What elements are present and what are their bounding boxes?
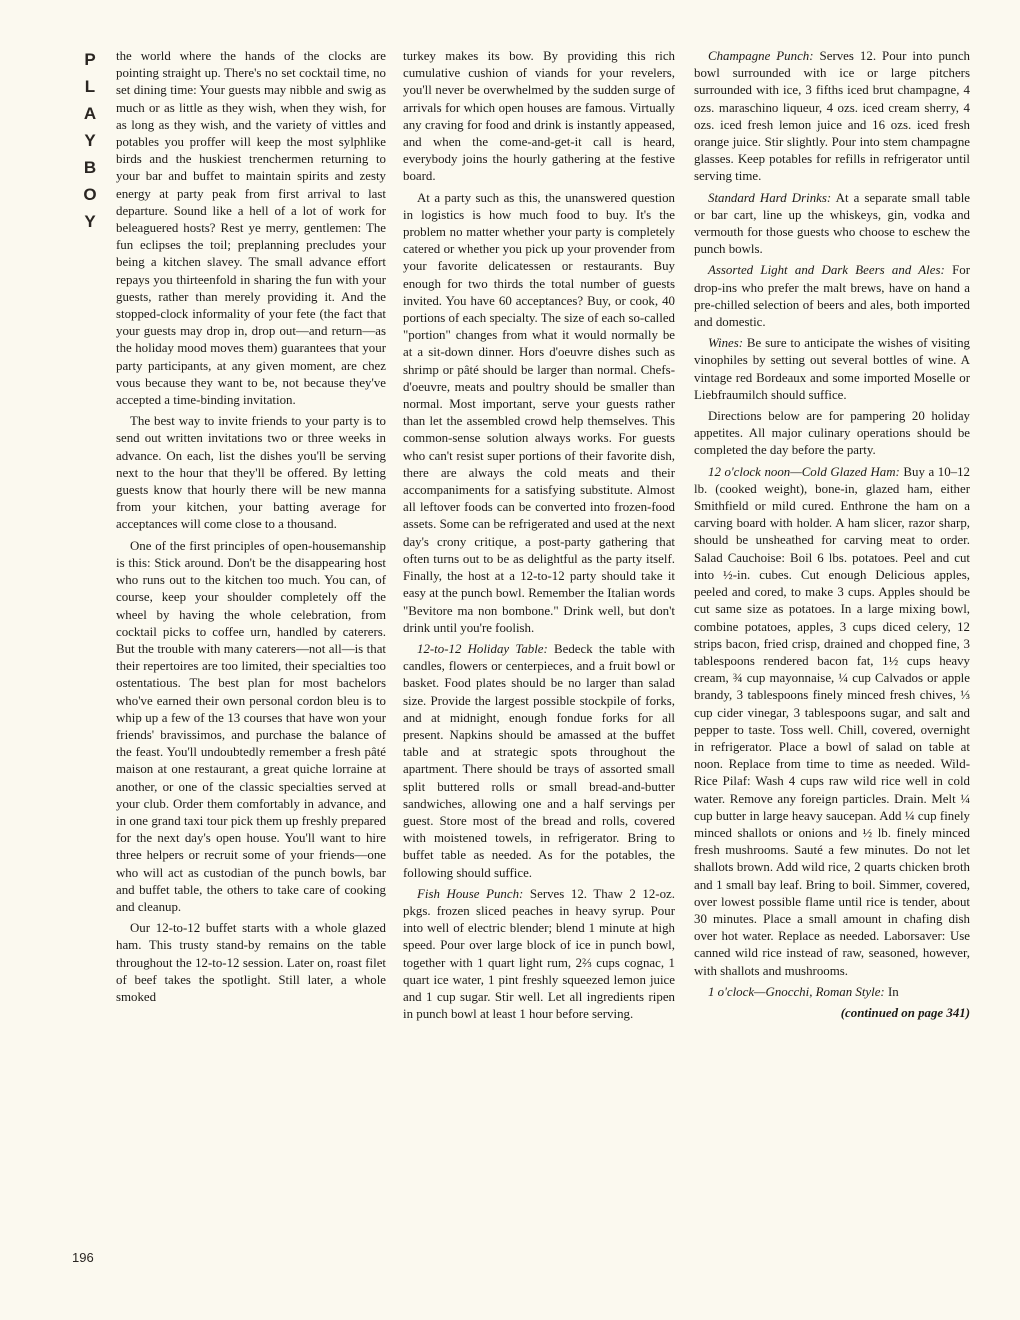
- paragraph: [694, 335, 970, 404]
- paragraph-text: Bedeck the table with candles, flowers or centerpieces, and a fruit bowl or basket. Food plates should be no larger than salad size. Provide the largest possible stockpile of forks, and at midnight, enough fondue forks for all present. Napkins should be amassed at the buffet table and at strategic spots throughout the apartment. There should be trays of assorted small split buttered rolls or small bread-and-butter sandwiches, allowing one and a half servings per guest. Store most of the bread and rolls, covered with moistened towels, in refrigerator. Bring to buffet table as needed. As for the potables, the following should suffice.: [403, 641, 675, 880]
- paragraph-text: At a party such as this, the unanswered question in logistics is how much food to buy. It's the problem no matter whether your party is completely catered or whether you pick up your provender from your favorite delicatessen or restaurants. Buy enough for two thirds the total number of guests invited. You have 60 acceptances? Buy, or cook, 40 portions of each specialty. The size of each so-called "portion" changes from what it would normally be at a sit-down dinner. Hors d'oeuvre dishes such as shrimp or pâté should be larger than normal. Chefs-d'oeuvre, meats and poultry should be smaller than normal. Most important, serve your guests rather than let the assembled crowd help themselves. This common-sense solution always works. For guests who can't resist super portions of their favorite dish, there are always the cold meats and their accompaniments for a satisfying substitute. Almost all leftover foods can be converted into frozen-food assets. Some can be refrigerated and used at the next day's crony critique, a post-party gathering that often turns out to be as delightful as the party itself. Finally, the host at a 12-to-12 party should take it easy at the punch bowl. Remember the Italian words "Bevitore ma non bombone." Drink well, but don't drink until you're foolish.: [403, 190, 675, 635]
- recipe-heading: Standard Hard Drinks:: [708, 190, 832, 205]
- paragraph: [116, 920, 386, 1006]
- paragraph: [694, 262, 970, 331]
- paragraph: [403, 48, 675, 186]
- masthead-letter: O: [83, 185, 97, 204]
- paragraph-text: the world where the hands of the clocks are pointing straight up. There's no set cocktail time, no set dining time: Your guests may nibble and swig as much or as little as they wish, when they wish, for as long as they wish, and the variety of vittles and potables you proffer will keep the most sylphlike birds and the huskiest trenchermen returning to your bar and buffet to maintain spirits and zesty energy at party peak from first arrival to last departure. Sound like a hell of a lot of work for beleaguered hosts? Rest ye merry, gentlemen: The fun eclipses the toil; preplanning precludes your being a kitchen slavey. The small advance effort repays you thirteenfold in sharing the fun with your guests, rather than merely providing it. And the stopped-clock informality of your fete (the fact that your guests may drop in, drop out—and return—as the holiday mood moves them) guarantees that your party participants, at any given moment, are chez vous because they want to be, not because they've accepted a time-binding invitation.: [116, 49, 386, 408]
- paragraph-text: Directions below are for pampering 20 holiday appetites. All major culinary operations should be completed the day before the party.: [694, 409, 970, 458]
- masthead-letter: B: [83, 158, 97, 177]
- paragraph: [403, 886, 675, 1024]
- paragraph: [694, 984, 970, 1001]
- paragraph-text: For drop-ins who prefer the malt brews, have on hand a pre-chilled selection of beers and ales, both imported and domestic.: [694, 263, 970, 330]
- paragraph-text: turkey makes its bow. By providing this rich cumulative cushion of viands for your revelers, you'll never be overwhelmed by the sudden surge of arrivals for which open houses are famous. Virtually any craving for food and drink is instantly appeased, and when the come-and-get-it call is heard, everybody joins the hourly gathering at the festive board.: [403, 49, 675, 184]
- recipe-heading: Fish House Punch:: [417, 886, 524, 901]
- masthead-letter: A: [83, 104, 97, 123]
- paragraph-text: Buy a 10–12 lb. (cooked weight), bone-in, glazed ham, either Smithfield or mild cured. Enthrone the ham on a carving board with holder. A ham slicer, razor sharp, should be unsheathed for carving meat to order. Salad Cauchoise: Boil 6 lbs. potatoes. Peel and cut into ½-in. cubes. Cut enough Delicious apples, peeled and cored, to make 3 cups. Apples should be cut same size as potatoes. In a large mixing bowl, combine potatoes, apples, 3 cups diced celery, 12 strips bacon, fried crisp, drained and chopped fine, 3 tablespoons rendered bacon fat, 1½ cups heavy cream, ¾ cup mayonnaise, ¼ cup Calvados or apple brandy, 3 tablespoons finely minced fresh chives, ⅓ cup cider vinegar, 3 tablespoons sugar, and salt and pepper to taste. Toss well. Chill, covered, overnight in refrigerator. Place a bowl of salad on table at noon. Replace from time to time as needed. Wild-Rice Pilaf: Wash 4 cups raw wild rice well in cold water. Remove any foreign particles. Drain. Melt ¼ cup butter in large heavy saucepan. Add ¼ cup finely minced shallots or onions and ½ lb. finely minced fresh mushrooms. Sauté a few minutes. Do not let shallots brown. Add wild rice, 2 quarts chicken broth and 1 small bay leaf. Bring to boil. Simmer, covered, over lowest possible flame until rice is tender, about 30 minutes. Place a small amount in chafing dish over hot water. Replace as needed. Laborsaver: Use canned wild rice instead of raw, seasoned, however, with shallots and mushrooms.: [694, 464, 970, 978]
- paragraph-text: Our 12-to-12 buffet starts with a whole glazed ham. This trusty stand-by remains on the table throughout the 12-to-12 session. Later on, roast filet of beef takes the spotlight. Still later, a whole smoked: [116, 921, 386, 1004]
- paragraph: [694, 48, 970, 186]
- paragraph-text: Serves 12. Thaw 2 12-oz. pkgs. frozen sliced peaches in heavy syrup. Pour into well of electric blender; blend 1 minute at high speed. Pour over large block of ice in punch bowl, together with 1 quart light rum, 2⅔ cups cognac, 1 quart ice water, 1 pint freshly squeezed lemon juice and 1 cup sugar. Stir well. Let all ingredients ripen in punch bowl at least 1 hour before serving.: [403, 886, 675, 1022]
- column-2: [403, 48, 675, 1027]
- page-number: 196: [72, 1250, 94, 1265]
- paragraph-text: Be sure to anticipate the wishes of visiting vinophiles by setting out several bottles of wine. A vintage red Bordeaux and some imported Moselle or Liebfraumilch should suffice.: [694, 336, 970, 402]
- continued-note: (continued on page 341): [840, 1005, 970, 1020]
- masthead-letter: L: [84, 77, 96, 96]
- paragraph: [403, 641, 675, 882]
- recipe-heading: Assorted Light and Dark Beers and Ales:: [708, 263, 945, 278]
- masthead-letter: Y: [84, 131, 96, 150]
- recipe-heading: 1 o'clock—Gnocchi, Roman Style:: [708, 984, 885, 999]
- column-3: [694, 48, 970, 1026]
- paragraph-text: At a separate small table or bar cart, line up the whiskeys, gin, vodka and vermouth for those guests who choose to eschew the punch bowls.: [694, 190, 971, 257]
- paragraph: [694, 464, 970, 980]
- paragraph: [116, 538, 386, 916]
- paragraph-text: One of the first principles of open-housemanship is this: Stick around. Don't be the disappearing host who runs out to the kitchen too much. You can, of course, keep your shoulder completely off the wheel by having the whole celebration, from cocktail picks to coffee urn, handled by caterers. But the trouble with many caterers—not all—is that their repertoires are too limited, their specialties too ostentatious. The best plan for most bachelors who've earned their own personal cordon bleu is to whip up a few of the 13 courses that have won your friends' bravissimos, and purchase the balance of the feast. You'll undoubtedly remember a fresh pâté maison at one restaurant, a great quiche lorraine at another, or one of the classic specialties served at your club. Order them comfortably in advance, and in one grand taxi tour pick them up freshly prepared for the next day's open house. You'll want to hire three helpers or recruit some of your friends—one who will act as custodian of the punch bowls, bar and buffet table, the others to take care of cooking and cleanup.: [116, 538, 386, 914]
- recipe-heading: Wines:: [708, 336, 744, 351]
- paragraph: [116, 413, 386, 533]
- paragraph: [694, 408, 970, 460]
- masthead-letter: Y: [84, 212, 96, 231]
- paragraph: [694, 190, 970, 259]
- playboy-masthead: [80, 46, 100, 235]
- recipe-heading: 12-to-12 Holiday Table:: [417, 641, 548, 656]
- recipe-heading: 12 o'clock noon—Cold Glazed Ham:: [708, 464, 900, 479]
- paragraph-text: The best way to invite friends to your party is to send out written invitations two or three weeks in advance. On each, list the dishes you'll be serving next to the hour that they'll be offered. By letting guests know that hourly there will be new manna from your kitchen, your batting average for acceptances will come close to a thousand.: [116, 414, 386, 532]
- recipe-heading: Champagne Punch:: [708, 49, 814, 63]
- paragraph: [116, 48, 386, 409]
- paragraph-text: In: [884, 984, 899, 999]
- column-1: [116, 48, 386, 1010]
- paragraph-text: Serves 12. Pour into punch bowl surrounded with ice or large pitchers surrounded with ice, 3 fifths iced brut champagne, 4 ozs. maraschino liqueur, 4 ozs. iced cream sherry, 4 ozs. iced fresh lemon juice and 16 ozs. iced fresh orange juice. Stir slightly. Pour into stem champagne glasses. Keep potables for refills in refrigerator until serving time.: [694, 49, 970, 184]
- paragraph: [403, 190, 675, 637]
- masthead-letter: P: [84, 50, 96, 69]
